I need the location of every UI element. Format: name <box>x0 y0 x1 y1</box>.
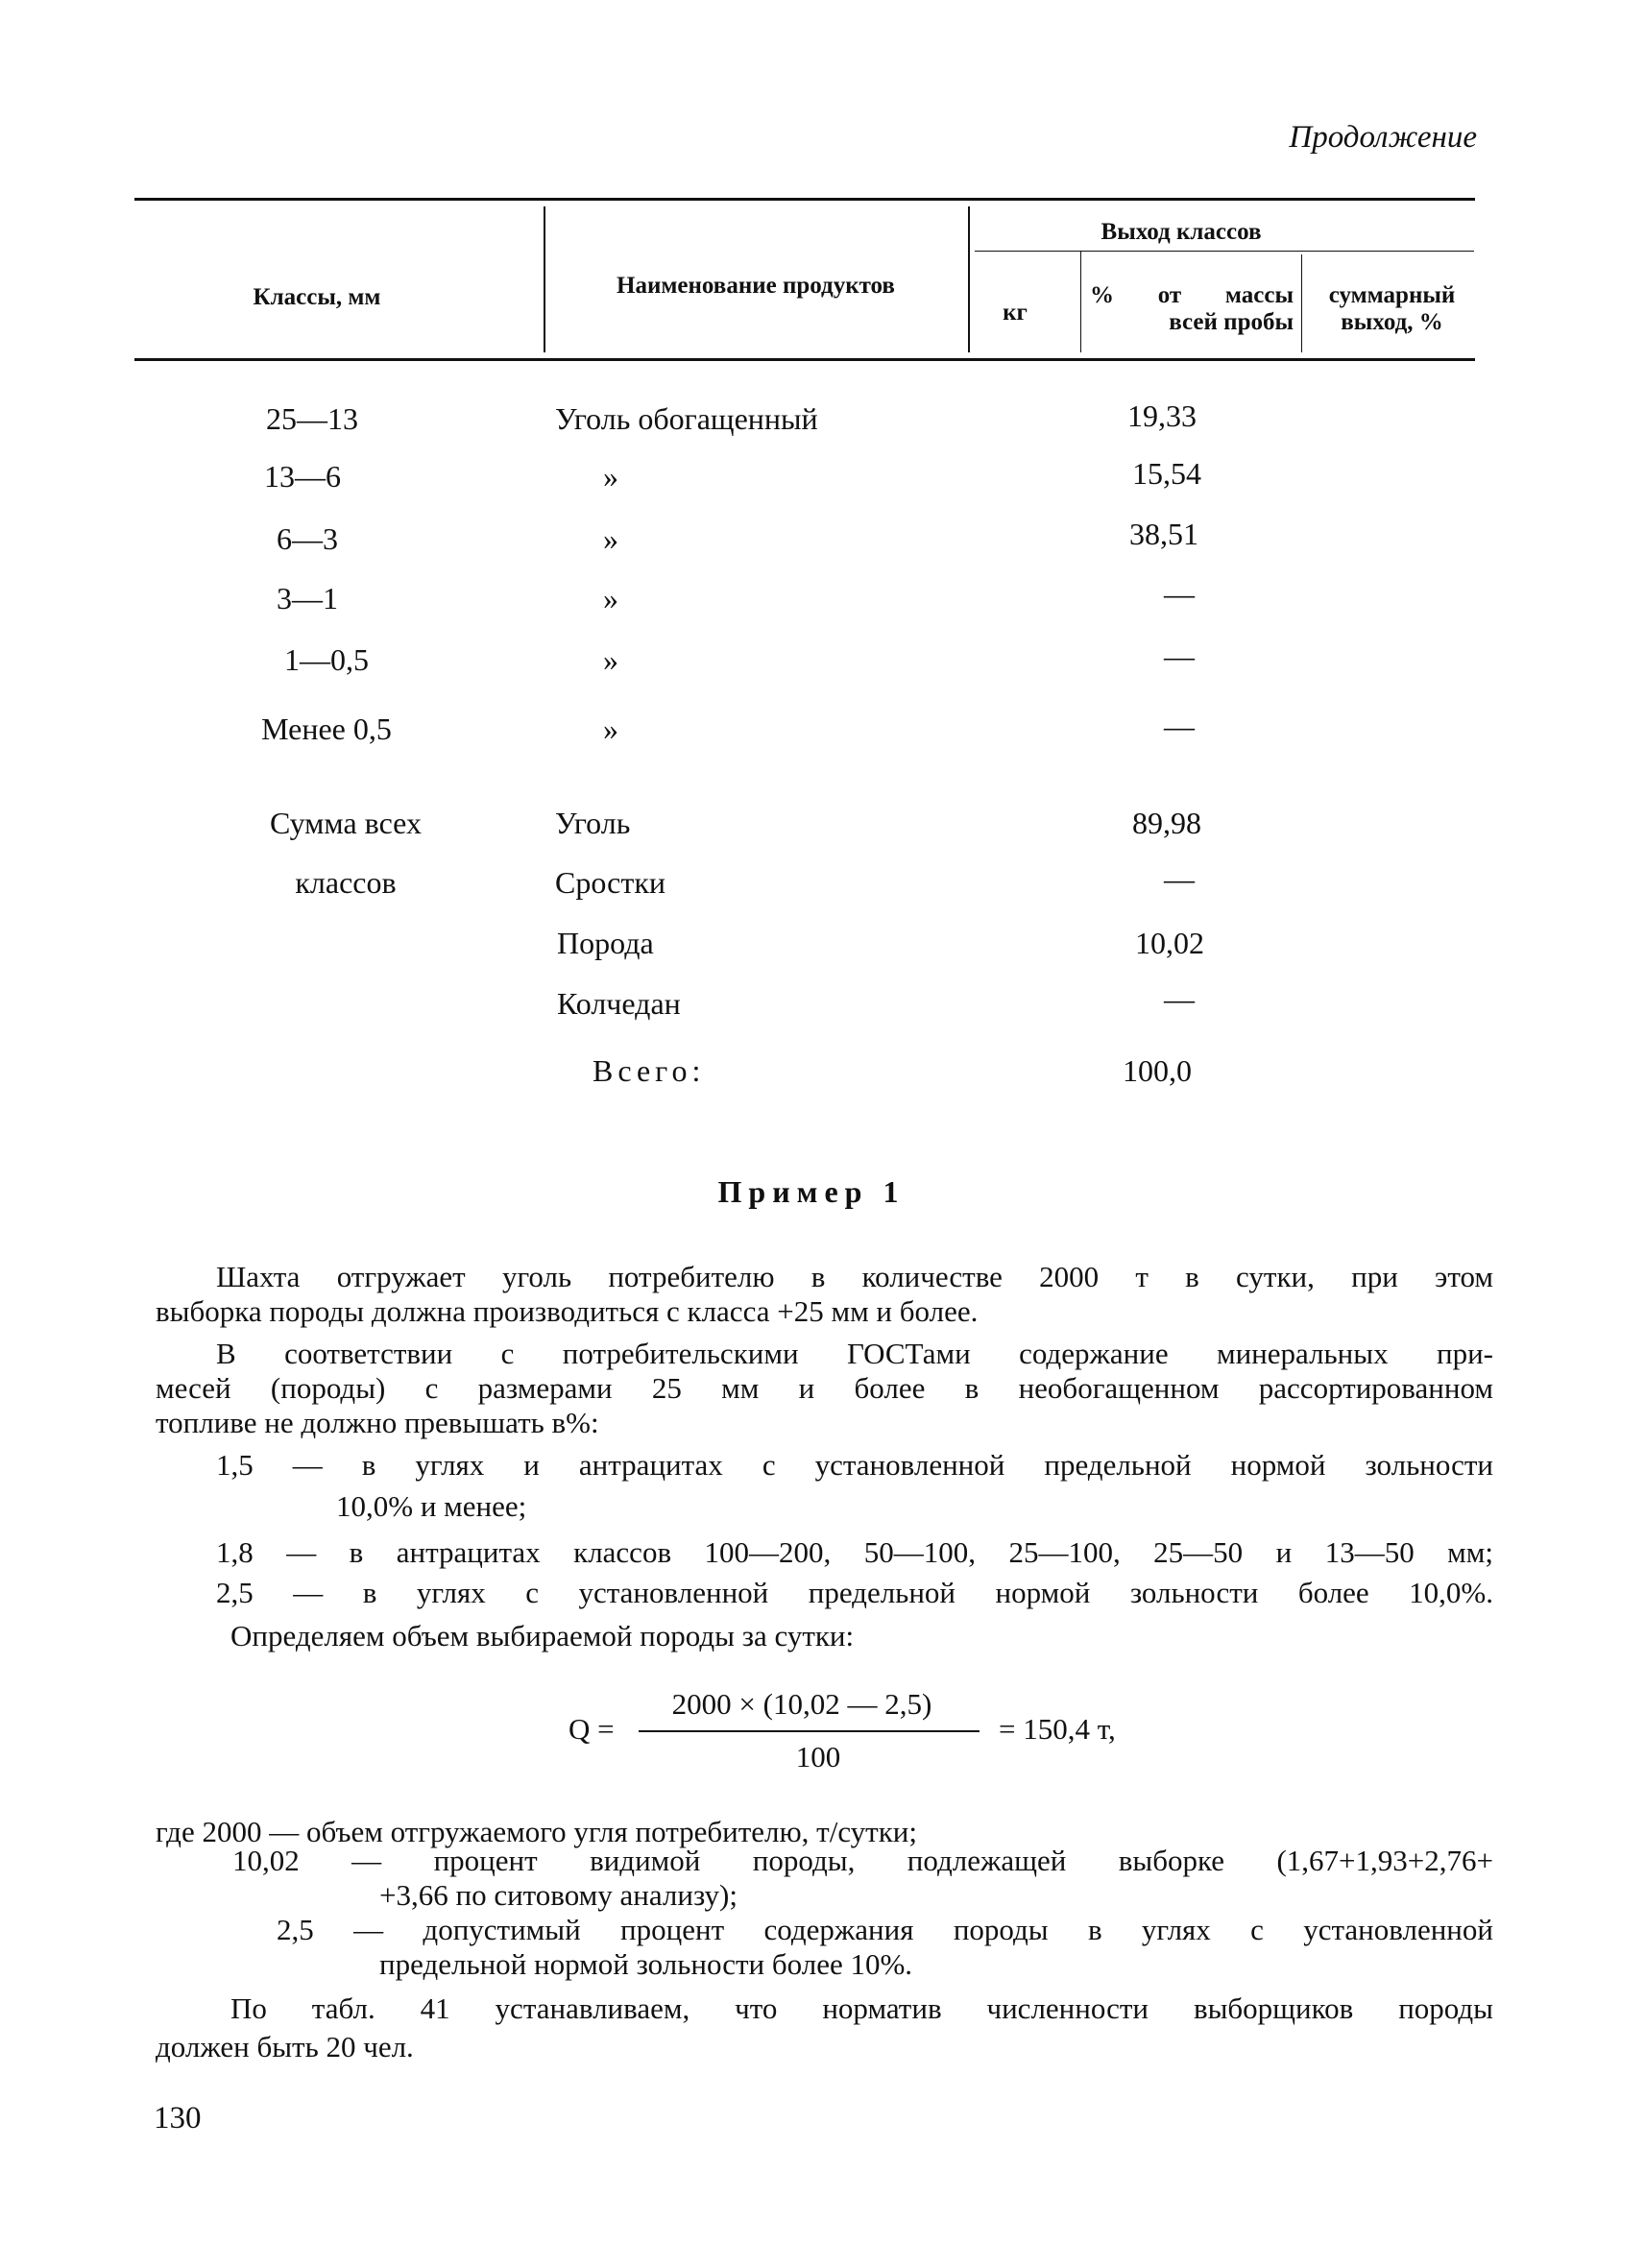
table-row-percent: — <box>1164 639 1195 673</box>
table-top-rule <box>134 198 1475 201</box>
total-label: Всего: <box>593 1053 706 1088</box>
col-divider <box>1301 254 1302 352</box>
table-row-percent: 89,98 <box>1132 806 1201 840</box>
text-line: 1,8 — в антрацитах классов 100—200, 50—100, 25—100, 25—50 и 13—50 мм; <box>216 1535 1493 1569</box>
header-percent-line2: всей пробы <box>1169 309 1294 335</box>
table-row-percent: — <box>1164 981 1195 1016</box>
table-row-cls: классов <box>295 865 397 900</box>
text-line: месей (породы) с размерами 25 мм и более в необогащенном рассортированном <box>156 1371 1493 1405</box>
formula-denominator: 100 <box>795 1740 841 1773</box>
where-line: где 2000 — объем отгружаемого угля потребителю, т/сутки; <box>156 1815 917 1848</box>
table-row-product: » <box>603 712 618 746</box>
header-percent <box>1090 282 1294 336</box>
text-line: Определяем объем выбираемой породы за сутки: <box>230 1619 855 1653</box>
table-row-percent: — <box>1164 576 1195 611</box>
table-row-cls: Менее 0,5 <box>261 712 392 746</box>
table-row-percent: 10,02 <box>1135 926 1204 960</box>
table-row-percent: 19,33 <box>1127 398 1197 433</box>
where-line: предельной нормой зольности более 10%. <box>379 1947 913 1981</box>
table-row-product: Колчедан <box>557 986 681 1021</box>
continuation-label: Продолжение <box>1289 120 1477 155</box>
page-number: 130 <box>154 2101 202 2135</box>
table-row-product: » <box>603 459 618 494</box>
table-row-product: Уголь обогащенный <box>555 401 818 436</box>
table-row-cls: 3—1 <box>277 581 338 615</box>
where-line: 2,5 — допустимый процент содержания породы в углях с установленной <box>277 1913 1493 1946</box>
col-divider <box>1080 252 1081 352</box>
table-row-cls: 6—3 <box>277 521 338 556</box>
where-line: 10,02 — процент видимой породы, подлежащей выборке (1,67+1,93+2,76+ <box>232 1844 1493 1877</box>
group-rule <box>975 251 1474 252</box>
table-row-cls: 1—0,5 <box>284 642 369 677</box>
table-row-percent: 38,51 <box>1129 517 1198 551</box>
text-line: 10,0% и менее; <box>336 1489 527 1523</box>
header-percent-line1: % от массы <box>1090 282 1294 308</box>
header-kg: кг <box>1003 300 1028 326</box>
text-line: топливе не должно превышать в%: <box>156 1406 599 1439</box>
table-row-cls: Сумма всех <box>270 806 422 840</box>
formula-rhs: = 150,4 т, <box>999 1712 1116 1746</box>
formula-lhs: Q = <box>568 1712 615 1746</box>
text-line: 2,5 — в углях с установленной предельной нормой зольности более 10,0%. <box>216 1576 1493 1609</box>
conclusion-line: должен быть 20 чел. <box>156 2030 414 2063</box>
formula-numerator: 2000 × (10,02 — 2,5) <box>671 1687 932 1721</box>
fraction-bar <box>639 1730 980 1732</box>
header-yield-group: Выход классов <box>1094 219 1270 246</box>
text-line: выборка породы должна производиться с класса +25 мм и более. <box>156 1294 979 1328</box>
table-row-product: » <box>603 581 618 615</box>
text-line: 1,5 — в углях и антрацитах с установленной предельной нормой зольности <box>216 1448 1493 1482</box>
table-header-rule <box>134 358 1475 361</box>
header-cumulative-line1: суммарный <box>1328 282 1456 308</box>
text-line: В соответствии с потребительскими ГОСТами содержание минеральных при- <box>216 1337 1493 1370</box>
table-row-percent: 15,54 <box>1132 456 1201 491</box>
col-divider <box>544 206 545 352</box>
example-title: Пример 1 <box>717 1174 906 1209</box>
table-row-percent: — <box>1164 861 1195 896</box>
table-row-product: » <box>603 521 618 556</box>
table-row-cls: 25—13 <box>266 401 358 436</box>
table-row-product: Уголь <box>555 806 631 840</box>
table-row-product: Сростки <box>555 865 665 900</box>
header-classes: Классы, мм <box>253 284 381 310</box>
col-divider <box>968 206 970 352</box>
header-product: Наименование продуктов <box>617 273 895 299</box>
conclusion-line: По табл. 41 устанавливаем, что норматив численности выборщиков породы <box>230 1991 1493 2025</box>
where-line: +3,66 по ситовому анализу); <box>379 1878 738 1912</box>
header-cumulative-line2: выход, % <box>1341 309 1443 335</box>
table-row-product: Порода <box>557 926 654 960</box>
total-value: 100,0 <box>1123 1053 1192 1088</box>
table-row-product: » <box>603 642 618 677</box>
table-row-cls: 13—6 <box>264 459 341 494</box>
text-line: Шахта отгружает уголь потребителю в количестве 2000 т в сутки, при этом <box>216 1260 1493 1293</box>
header-cumulative <box>1308 282 1476 336</box>
table-row-percent: — <box>1164 709 1195 743</box>
